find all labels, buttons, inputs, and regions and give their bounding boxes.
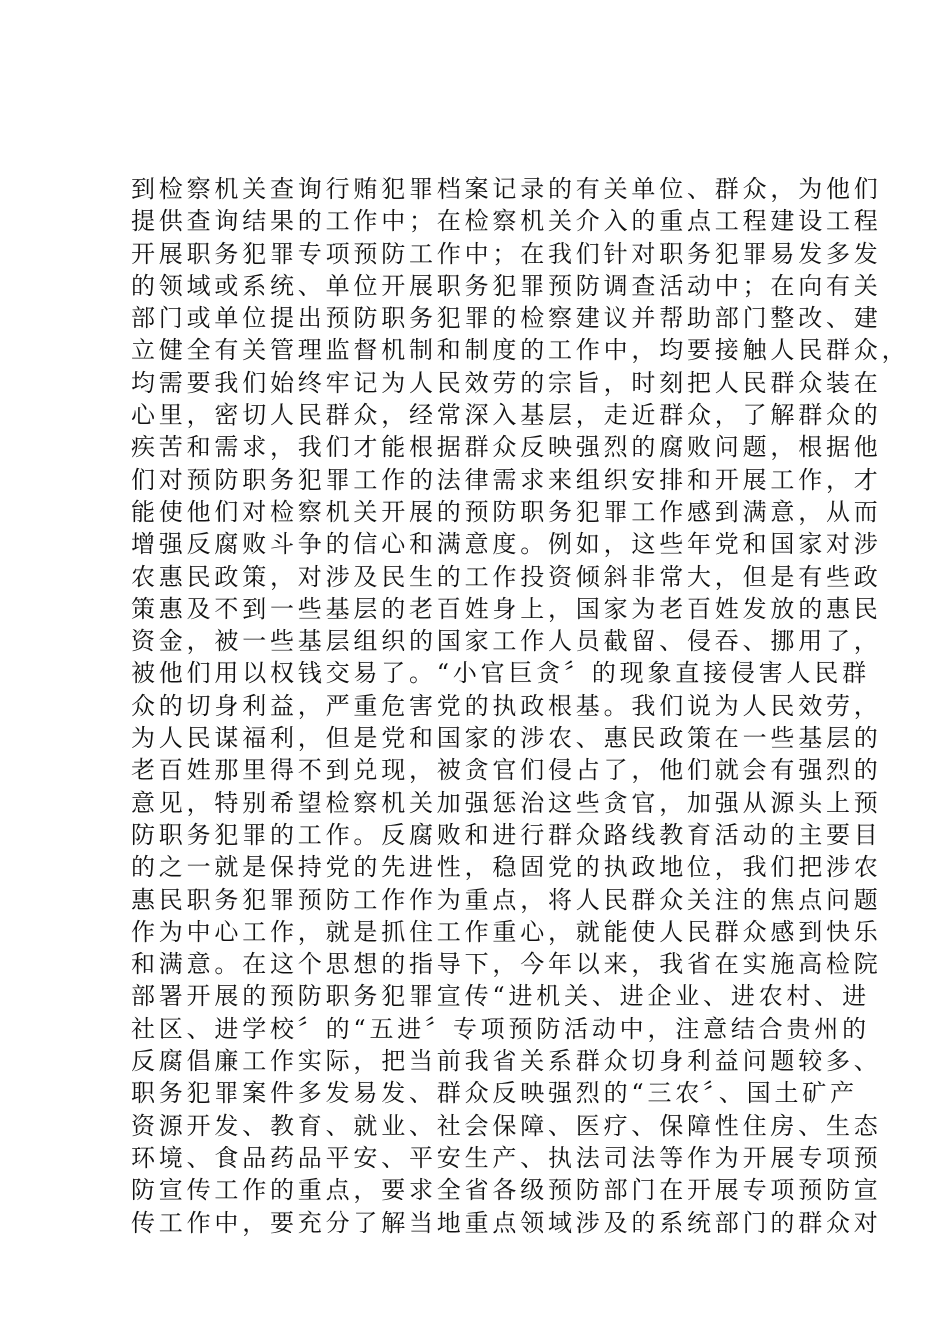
text-line: 部门或单位提出预防职务犯罪的检察建议并帮助部门整改、建 (131, 304, 882, 333)
text-line: 和满意。在这个思想的指导下，今年以来，我省在实施高检院 (131, 950, 882, 979)
text-line: 为人民谋福利，但是党和国家的涉农、惠民政策在一些基层的 (131, 724, 882, 753)
body-text (131, 173, 910, 1239)
text-line: 惠民职务犯罪预防工作作为重点，将人民群众关注的焦点问题 (131, 885, 882, 914)
text-line: 提供查询结果的工作中；在检察机关介入的重点工程建设工程 (131, 207, 882, 236)
text-line: 疾苦和需求，我们才能根据群众反映强烈的腐败问题，根据他 (131, 433, 882, 462)
text-line: 心里，密切人民群众，经常深入基层，走近群众，了解群众的 (131, 401, 882, 430)
text-line: 能使他们对检察机关开展的预防职务犯罪工作感到满意，从而 (131, 497, 882, 526)
text-line: 反腐倡廉工作实际，把当前我省关系群众切身利益问题较多、 (131, 1047, 882, 1076)
text-line: 老百姓那里得不到兑现，被贪官们侵占了，他们就会有强烈的 (131, 756, 882, 785)
text-line: 作为中心工作，就是抓住工作重心，就能使人民群众感到快乐 (131, 917, 882, 946)
text-line: 的之一就是保持党的先进性，稳固党的执政地位，我们把涉农 (131, 853, 882, 882)
text-line: 的领域或系统、单位开展职务犯罪预防调查活动中；在向有关 (131, 271, 882, 300)
text-line: 到检察机关查询行贿犯罪档案记录的有关单位、群众，为他们 (131, 175, 882, 203)
text-line: 社区、进学校〞的“五进〞专项预防活动中，注意结合贵州的 (131, 1014, 870, 1043)
text-line: 均需要我们始终牢记为人民效劳的宗旨，时刻把人民群众装在 (131, 368, 882, 397)
text-line: 环境、食品药品平安、平安生产、执法司法等作为开展专项预 (131, 1143, 882, 1172)
text-line: 防职务犯罪的工作。反腐败和进行群众路线教育活动的主要目 (131, 820, 882, 849)
text-line: 众的切身利益，严重危害党的执政根基。我们说为人民效劳， (131, 691, 882, 720)
text-line: 策惠及不到一些基层的老百姓身上，国家为老百姓发放的惠民 (131, 594, 882, 623)
text-line: 开展职务犯罪专项预防工作中；在我们针对职务犯罪易发多发 (131, 239, 882, 268)
text-line: 增强反腐败斗争的信心和满意度。例如，这些年党和国家对涉 (131, 530, 882, 559)
text-line: 立健全有关管理监督机制和制度的工作中，均要接触人民群众， (131, 336, 910, 365)
text-line: 防宣传工作的重点，要求全省各级预防部门在开展专项预防宣 (131, 1176, 882, 1205)
text-line: 农惠民政策，对涉及民生的工作投资倾斜非常大，但是有些政 (131, 562, 882, 591)
text-line: 被他们用以权钱交易了。“小官巨贪〞的现象直接侵害人民群 (131, 659, 870, 688)
text-line: 们对预防职务犯罪工作的法律需求来组织安排和开展工作，才 (131, 465, 882, 494)
text-line: 意见，特别希望检察机关加强惩治这些贪官，加强从源头上预 (131, 788, 882, 817)
text-line: 资金，被一些基层组织的国家工作人员截留、侵吞、挪用了， (131, 627, 882, 656)
text-line: 资源开发、教育、就业、社会保障、医疗、保障性住房、生态 (131, 1111, 882, 1140)
text-line: 职务犯罪案件多发易发、群众反映强烈的“三农〞、国土矿产 (131, 1079, 858, 1108)
text-line: 传工作中，要充分了解当地重点领域涉及的系统部门的群众对 (131, 1208, 882, 1237)
text-line: 部署开展的预防职务犯罪宣传“进机关、进企业、进农村、进 (131, 982, 870, 1011)
